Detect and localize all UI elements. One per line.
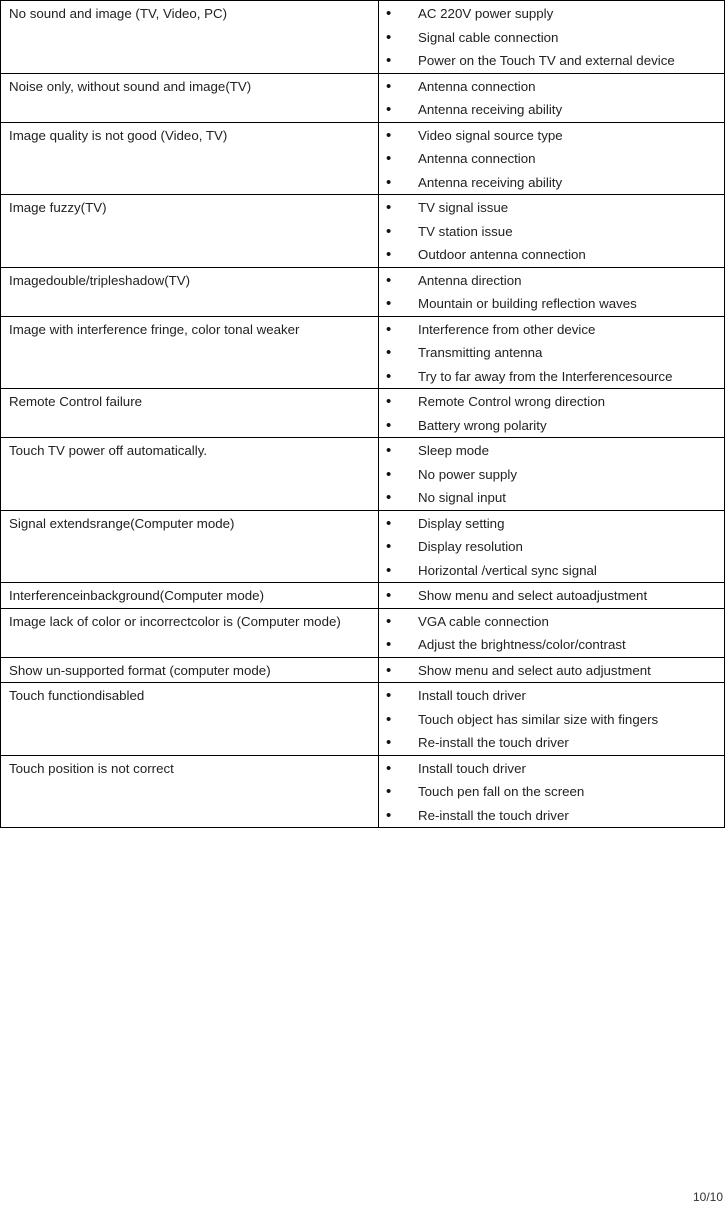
checks-cell: [379, 316, 725, 389]
checks-cell: [379, 657, 725, 683]
check-item: • Adjust the brightness/color/contrast: [379, 633, 720, 657]
check-item: • Re-install the touch driver: [379, 804, 720, 828]
check-list: [379, 659, 720, 683]
checks-cell: [379, 122, 725, 195]
checks-cell: [379, 73, 725, 122]
check-item: • VGA cable connection: [379, 610, 720, 634]
problem-cell: [1, 755, 379, 828]
check-item: • Antenna receiving ability: [379, 98, 720, 122]
check-item: • Antenna direction: [379, 269, 720, 293]
page-number: 10/10: [692, 1190, 723, 1204]
checks-cell: [379, 608, 725, 657]
check-item: • Sleep mode: [379, 439, 720, 463]
table-row: [1, 267, 725, 316]
problem-cell: [1, 683, 379, 756]
table-row: [1, 195, 725, 268]
check-list: [379, 124, 720, 195]
problem-cell: [1, 510, 379, 583]
problem-cell: [1, 122, 379, 195]
problem-text: Image with interference fringe, color tonal weaker: [9, 321, 300, 337]
check-item: • Show menu and select auto adjustment: [379, 659, 720, 683]
problem-cell: [1, 389, 379, 438]
table-row: [1, 608, 725, 657]
problem-cell: [1, 438, 379, 511]
problem-text: Image quality is not good (Video, TV): [9, 127, 228, 143]
check-item: • Install touch driver: [379, 684, 720, 708]
check-list: [379, 584, 720, 608]
check-item: • No power supply: [379, 463, 720, 487]
problem-text: Touch functiondisabled: [9, 688, 145, 703]
check-item: • Re-install the touch driver: [379, 731, 720, 755]
problem-text: Show un-supported format (computer mode): [9, 662, 271, 678]
check-list: [379, 390, 720, 437]
checks-cell: [379, 195, 725, 268]
check-item: • Interference from other device: [379, 318, 720, 342]
check-list: [379, 75, 720, 122]
problem-cell: [1, 73, 379, 122]
checks-cell: [379, 389, 725, 438]
check-item: • Install touch driver: [379, 757, 720, 781]
problem-text: No sound and image (TV, Video, PC): [9, 6, 228, 21]
checks-cell: [379, 583, 725, 609]
check-list: [379, 757, 720, 828]
table-row: [1, 683, 725, 756]
problem-text: Remote Control failure: [9, 394, 143, 409]
problem-text: Signal extendsrange(Computer mode): [9, 515, 235, 531]
table-row: [1, 316, 725, 389]
checks-cell: [379, 683, 725, 756]
problem-text: Touch TV power off automatically.: [9, 443, 208, 458]
table-row: [1, 657, 725, 683]
check-item: • TV station issue: [379, 220, 720, 244]
checks-cell: [379, 1, 725, 74]
problem-cell: [1, 583, 379, 609]
check-list: [379, 439, 720, 510]
checks-cell: [379, 438, 725, 511]
problem-text: Noise only, without sound and image(TV): [9, 78, 252, 94]
checks-cell: [379, 510, 725, 583]
problem-cell: [1, 1, 379, 74]
check-list: [379, 512, 720, 583]
table-row: [1, 755, 725, 828]
checks-cell: [379, 267, 725, 316]
check-list: [379, 269, 720, 316]
check-list: [379, 610, 720, 657]
check-item: • TV signal issue: [379, 196, 720, 220]
table-row: [1, 73, 725, 122]
check-item: • Horizontal /vertical sync signal: [379, 559, 720, 583]
problem-cell: [1, 608, 379, 657]
problem-text: Image lack of color or incorrectcolor is (Computer mode): [9, 613, 341, 629]
check-item: • Antenna connection: [379, 75, 720, 99]
check-item: • Antenna connection: [379, 147, 720, 171]
problem-text: Interferenceinbackground(Computer mode): [9, 588, 264, 603]
check-item: • Outdoor antenna connection: [379, 243, 720, 267]
check-item: • Battery wrong polarity: [379, 414, 720, 438]
table-body: [1, 1, 725, 828]
check-item: • Try to far away from the Interferencesource: [379, 365, 720, 389]
check-item: • Antenna receiving ability: [379, 171, 720, 195]
check-item: • Power on the Touch TV and external device: [379, 49, 720, 73]
check-list: [379, 684, 720, 755]
check-item: • Mountain or building reflection waves: [379, 292, 720, 316]
check-item: • Show menu and select autoadjustment: [379, 584, 720, 608]
checks-cell: [379, 755, 725, 828]
problem-cell: [1, 316, 379, 389]
check-item: • Transmitting antenna: [379, 341, 720, 365]
check-item: • Remote Control wrong direction: [379, 390, 720, 414]
check-list: [379, 196, 720, 267]
check-item: • AC 220V power supply: [379, 2, 720, 26]
check-item: • Video signal source type: [379, 124, 720, 148]
problem-cell: [1, 657, 379, 683]
table-row: [1, 583, 725, 609]
table-row: [1, 122, 725, 195]
table-row: [1, 389, 725, 438]
problem-cell: [1, 267, 379, 316]
problem-cell: [1, 195, 379, 268]
check-item: • Display setting: [379, 512, 720, 536]
table-row: [1, 438, 725, 511]
check-item: • Touch object has similar size with fingers: [379, 708, 720, 732]
check-list: [379, 2, 720, 73]
problem-text: Imagedouble/tripleshadow(TV): [9, 272, 191, 288]
table-row: [1, 1, 725, 74]
check-item: • Signal cable connection: [379, 26, 720, 50]
check-item: • No signal input: [379, 486, 720, 510]
check-list: [379, 318, 720, 389]
table-row: [1, 510, 725, 583]
check-item: • Touch pen fall on the screen: [379, 780, 720, 804]
problem-text: Image fuzzy(TV): [9, 200, 107, 215]
problem-text: Touch position is not correct: [9, 760, 174, 776]
check-item: • Display resolution: [379, 535, 720, 559]
